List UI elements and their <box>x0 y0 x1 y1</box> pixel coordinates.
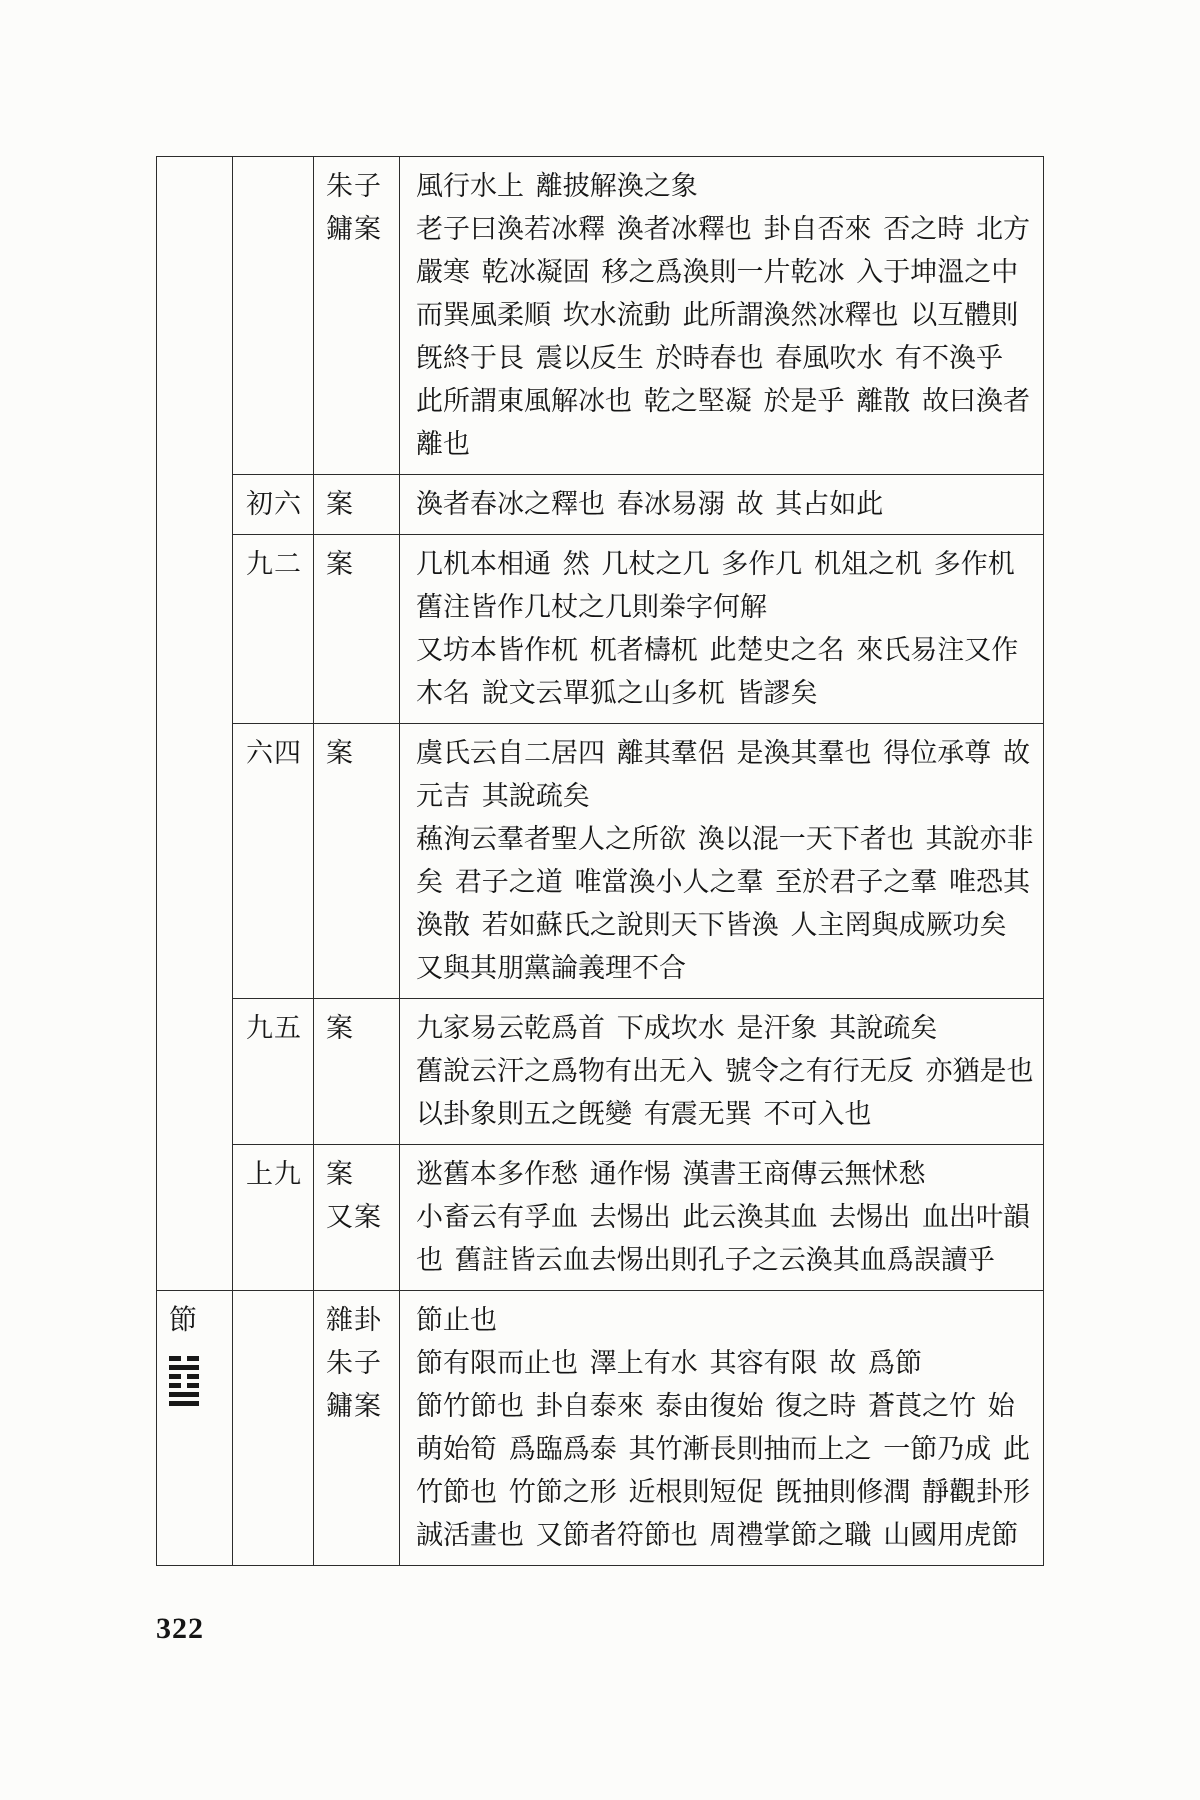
commentator-labels <box>313 723 399 998</box>
text-line: 虞氏云自二居四 離其羣侶 是渙其羣也 得位承尊 故 <box>416 738 1030 768</box>
line-label <box>232 1144 313 1290</box>
commentator-label: 朱子 <box>326 171 382 201</box>
text-cell <box>399 157 1043 474</box>
text-line: 旣終于艮 震以反生 於時春也 春風吹水 有不渙乎 <box>416 343 1003 373</box>
text-line: 此所謂東風解冰也 乾之堅凝 於是乎 離散 故曰渙者 <box>416 386 1030 416</box>
text-line: 節竹節也 卦自泰來 泰由復始 復之時 蒼莨之竹 始 <box>416 1391 1015 1421</box>
text-line: 又坊本皆作杌 杌者檮杌 此楚史之名 來氏易注又作 <box>416 635 1019 665</box>
text-line: 木名 說文云單狐之山多杌 皆謬矣 <box>416 678 818 708</box>
commentator-labels <box>313 157 399 474</box>
hexagram-line-broken <box>169 1356 199 1361</box>
text-cell <box>399 534 1043 723</box>
text-line: 而巽風柔順 坎水流動 此所謂渙然冰釋也 以互體則 <box>416 300 1019 330</box>
page-number: 322 <box>156 1612 204 1645</box>
text-line: 蘓洵云羣者聖人之所欲 渙以混一天下者也 其說亦非 <box>416 824 1034 854</box>
commentator-label: 雜卦 <box>326 1305 382 1335</box>
line-label <box>232 534 313 723</box>
text-line: 元吉 其說疏矣 <box>416 781 590 811</box>
text-line: 嚴寒 乾冰凝固 移之爲渙則一片乾冰 入于坤溫之中 <box>416 257 1019 287</box>
text-line: 舊說云汗之爲物有出无入 號令之有行无反 亦猶是也 <box>416 1056 1034 1086</box>
commentary-table <box>156 156 1044 1566</box>
line-label-text: 九五 <box>246 1013 302 1043</box>
line-label-text: 六四 <box>246 738 302 768</box>
text-cell <box>399 1144 1043 1290</box>
hexagram-line-solid <box>169 1401 199 1406</box>
text-line: 離也 <box>416 429 470 459</box>
text-line: 渙散 若如蘇氏之說則天下皆渙 人主罔與成厥功矣 <box>416 910 1007 940</box>
commentator-labels <box>313 1290 399 1565</box>
commentator-label: 又案 <box>326 1202 382 1232</box>
text-cell <box>399 474 1043 534</box>
line-label <box>232 723 313 998</box>
text-line: 節有限而止也 澤上有水 其容有限 故 爲節 <box>416 1348 922 1378</box>
commentator-label: 案 <box>326 1013 354 1043</box>
text-line: 老子曰渙若冰釋 渙者冰釋也 卦自否來 否之時 北方 <box>416 214 1030 244</box>
commentator-label: 案 <box>326 549 354 579</box>
hexagram-line-broken <box>169 1374 199 1379</box>
commentator-label: 鏞案 <box>326 214 382 244</box>
text-line: 九家易云乾爲首 下成坎水 是汗象 其說疏矣 <box>416 1013 938 1043</box>
hexagram-cell <box>157 1290 232 1565</box>
text-line: 小畜云有孚血 去惕出 此云渙其血 去惕出 血出叶韻 <box>416 1202 1030 1232</box>
text-line: 節止也 <box>416 1305 497 1335</box>
hexagram-line-solid <box>169 1392 199 1397</box>
text-line: 風行水上 離披解渙之象 <box>416 171 698 201</box>
line-label <box>232 998 313 1144</box>
text-line: 也 舊註皆云血去惕出則孔子之云渙其血爲誤讀乎 <box>416 1245 995 1275</box>
line-label <box>232 157 313 474</box>
line-label <box>232 474 313 534</box>
commentator-label: 案 <box>326 738 354 768</box>
text-line: 逖舊本多作愁 通作惕 漢書王商傳云無怵愁 <box>416 1159 926 1189</box>
commentator-labels <box>313 1144 399 1290</box>
hexagram-column-empty <box>157 157 232 1290</box>
text-line: 萌始筍 爲臨爲泰 其竹漸長則抽而上之 一節乃成 此 <box>416 1434 1030 1464</box>
commentator-labels <box>313 474 399 534</box>
line-label <box>232 1290 313 1565</box>
hexagram-symbol <box>169 1356 199 1406</box>
commentator-label: 案 <box>326 1159 354 1189</box>
text-line: 以卦象則五之旣變 有震无巽 不可入也 <box>416 1099 872 1129</box>
commentator-label: 朱子 <box>326 1348 382 1378</box>
text-cell <box>399 723 1043 998</box>
commentator-label: 鏞案 <box>326 1391 382 1421</box>
commentator-labels <box>313 534 399 723</box>
text-line: 誠活畫也 又節者符節也 周禮掌節之職 山國用虎節 <box>416 1520 1019 1550</box>
line-label-text: 上九 <box>246 1159 302 1189</box>
hexagram-line-broken <box>169 1383 199 1388</box>
line-label-text: 初六 <box>246 489 302 519</box>
commentator-labels <box>313 998 399 1144</box>
hexagram-line-solid <box>169 1365 199 1370</box>
hexagram-name: 節 <box>169 1305 199 1336</box>
text-line: 矣 君子之道 唯當渙小人之羣 至於君子之羣 唯恐其 <box>416 867 1030 897</box>
text-line: 几机本相通 然 几杖之几 多作几 机俎之机 多作机 <box>416 549 1015 579</box>
line-label-text: 九二 <box>246 549 302 579</box>
text-line: 渙者春冰之釋也 春冰易溺 故 其占如此 <box>416 489 884 519</box>
text-line: 舊注皆作几杖之几則桊字何解 <box>416 592 767 622</box>
text-line: 又與其朋黨論義理不合 <box>416 953 686 983</box>
text-cell <box>399 1290 1043 1565</box>
text-cell <box>399 998 1043 1144</box>
text-line: 竹節也 竹節之形 近根則短促 旣抽則修潤 靜觀卦形 <box>416 1477 1030 1507</box>
commentator-label: 案 <box>326 489 354 519</box>
